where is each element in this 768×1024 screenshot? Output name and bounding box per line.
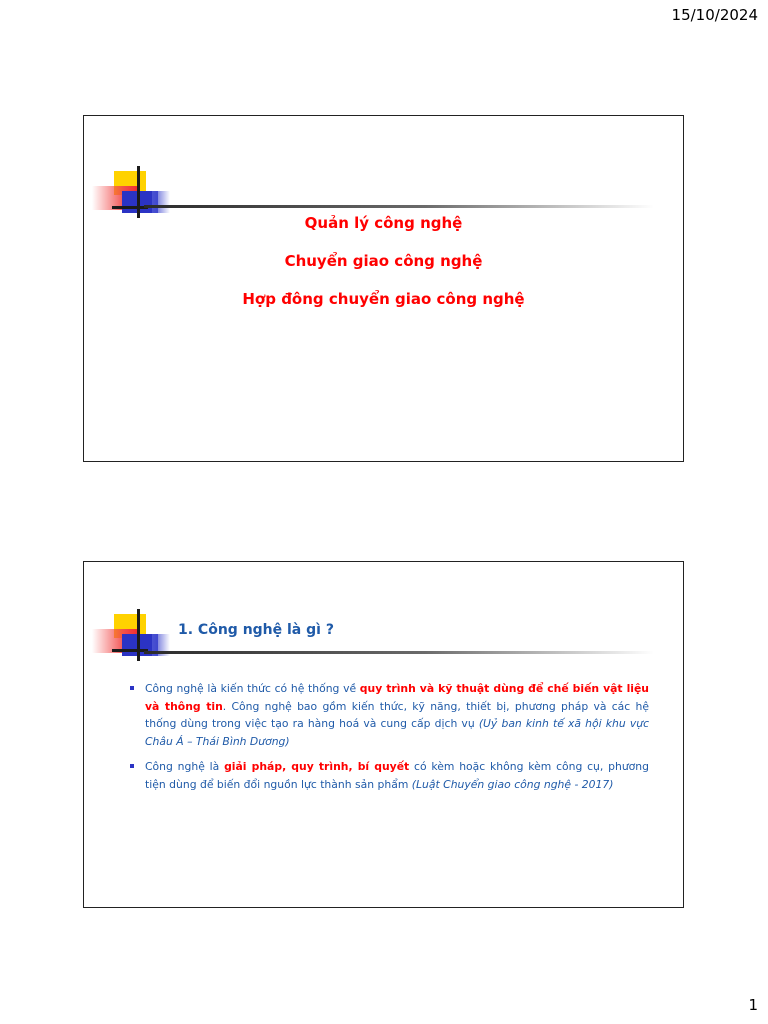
slide-emblem-icon [88, 609, 228, 669]
page-date: 15/10/2024 [671, 6, 758, 24]
page-number: 1 [748, 996, 758, 1014]
bullet-icon [129, 680, 145, 750]
slide-2 [83, 561, 684, 908]
bullet-list [129, 680, 649, 801]
slide-1 [83, 115, 684, 462]
slide-title-3: Hợp đông chuyển giao công nghệ [242, 290, 525, 308]
slide-title-1: Quản lý công nghệ [304, 214, 463, 232]
bullet-text: Công nghệ là giải pháp, quy trình, bí quyết có kèm hoặc không kèm công cụ, phương tiện dùng để biến đổi nguồn lực thành sản phẩm (Luật Chuyển giao công nghệ - 2017) [145, 760, 649, 791]
bullet-highlight: giải pháp, quy trình, bí quyết [224, 760, 410, 773]
bullet-highlight: quy trình và kỹ thuật dùng để chế biến vật liệu và thông tin [145, 682, 649, 713]
bullet-text: Công nghệ là kiến thức có hệ thống về quy trình và kỹ thuật dùng để chế biến vật liệu và thông tin. Công nghệ bao gồm kiến thức, kỹ năng, thiết bị, phương pháp và các hệ thống dùng trong việc tạo ra hàng hoá và cung cấp dịch vụ (Uỷ ban kinh tế xã hội khu vực Châu Á – Thái Bình Dương) [145, 682, 650, 748]
bullet-icon [129, 758, 145, 793]
bullet-citation: (Uỷ ban kinh tế xã hội khu vực Châu Á – Thái Bình Dương) [145, 717, 650, 748]
list-item [129, 680, 649, 750]
title-divider [144, 205, 654, 208]
title-block [84, 214, 683, 328]
list-item [129, 758, 649, 793]
heading-divider [144, 651, 654, 654]
section-heading: 1. Công nghệ là gì ? [178, 622, 334, 638]
bullet-citation: (Luật Chuyển giao công nghệ - 2017) [411, 777, 614, 791]
slide-title-2: Chuyển giao công nghệ [284, 252, 483, 270]
